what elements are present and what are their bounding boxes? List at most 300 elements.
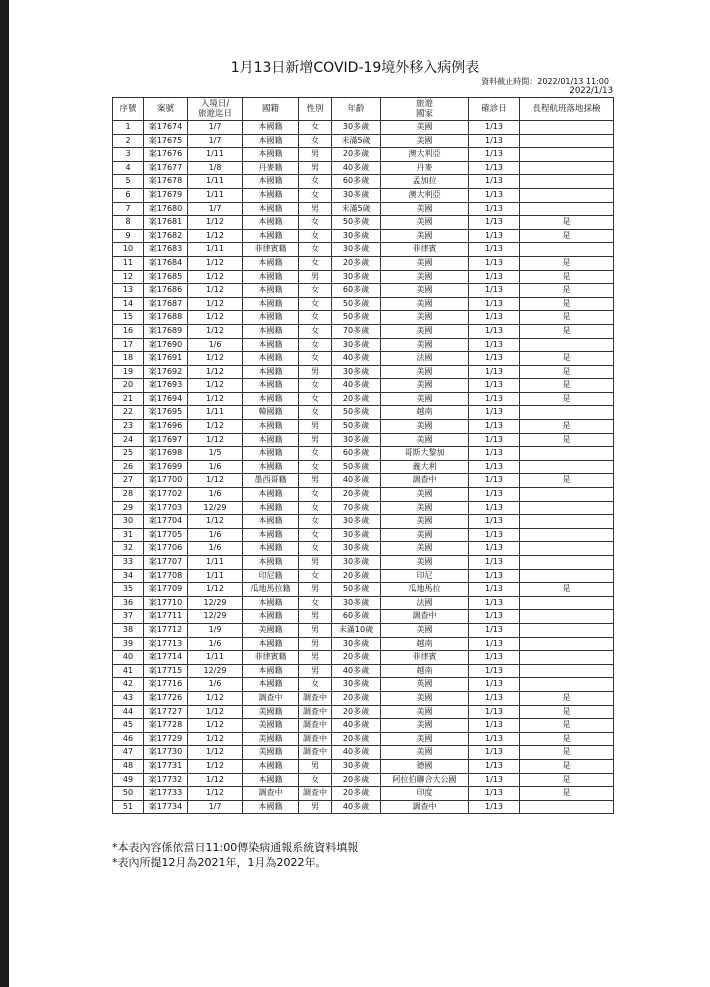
cell-case-no: 案17682 <box>144 229 188 243</box>
cell-serial: 46 <box>113 732 144 746</box>
cell-nationality: 本國籍 <box>243 175 299 189</box>
table-row <box>113 338 614 352</box>
cell-sex: 調查中 <box>299 719 332 733</box>
cell-nationality: 本國籍 <box>243 501 299 515</box>
col-header-travel-country: 旅遊 國家 <box>381 98 469 121</box>
cell-flight-test: 是 <box>520 324 614 338</box>
cell-age: 40多歲 <box>332 474 381 488</box>
cell-serial: 31 <box>113 528 144 542</box>
cell-confirm-date: 1/13 <box>469 732 520 746</box>
cell-sex: 女 <box>299 352 332 366</box>
cell-confirm-date: 1/13 <box>469 216 520 230</box>
cell-confirm-date: 1/13 <box>469 542 520 556</box>
cell-age: 50多歲 <box>332 297 381 311</box>
cell-flight-test <box>520 121 614 135</box>
cell-age: 30多歲 <box>332 365 381 379</box>
cell-age: 20多歲 <box>332 488 381 502</box>
cell-travel-country: 美國 <box>381 501 469 515</box>
cell-case-no: 案17706 <box>144 542 188 556</box>
cell-flight-test: 是 <box>520 270 614 284</box>
cell-entry-date: 1/11 <box>188 556 243 570</box>
cell-age: 20多歲 <box>332 256 381 270</box>
table-row <box>113 270 614 284</box>
cell-serial: 22 <box>113 406 144 420</box>
cell-case-no: 案17697 <box>144 433 188 447</box>
cell-age: 20多歲 <box>332 569 381 583</box>
cell-age: 60多歲 <box>332 175 381 189</box>
table-row <box>113 800 614 814</box>
cell-sex: 男 <box>299 270 332 284</box>
cell-flight-test: 是 <box>520 773 614 787</box>
cell-age: 30多歲 <box>332 243 381 257</box>
cell-entry-date: 1/12 <box>188 583 243 597</box>
cell-age: 30多歲 <box>332 596 381 610</box>
cell-travel-country: 美國 <box>381 719 469 733</box>
cell-flight-test <box>520 202 614 216</box>
cell-entry-date: 1/12 <box>188 691 243 705</box>
cell-travel-country: 美國 <box>381 297 469 311</box>
table-row <box>113 284 614 298</box>
cell-sex: 調查中 <box>299 732 332 746</box>
cell-nationality: 本國籍 <box>243 447 299 461</box>
table-row <box>113 773 614 787</box>
cell-nationality: 本國籍 <box>243 229 299 243</box>
cell-serial: 34 <box>113 569 144 583</box>
cell-case-no: 案17727 <box>144 705 188 719</box>
cell-confirm-date: 1/13 <box>469 637 520 651</box>
cell-entry-date: 1/12 <box>188 515 243 529</box>
table-row <box>113 202 614 216</box>
cell-flight-test: 是 <box>520 583 614 597</box>
cell-nationality: 韓國籍 <box>243 406 299 420</box>
table-row <box>113 243 614 257</box>
cell-confirm-date: 1/13 <box>469 759 520 773</box>
table-row <box>113 664 614 678</box>
cell-serial: 5 <box>113 175 144 189</box>
cell-entry-date: 1/12 <box>188 352 243 366</box>
cell-case-no: 案17700 <box>144 474 188 488</box>
cell-travel-country: 美國 <box>381 556 469 570</box>
table-row <box>113 678 614 692</box>
cell-nationality: 本國籍 <box>243 202 299 216</box>
cell-entry-date: 1/5 <box>188 447 243 461</box>
cell-age: 30多歲 <box>332 121 381 135</box>
cell-age: 30多歲 <box>332 229 381 243</box>
cell-age: 30多歲 <box>332 188 381 202</box>
cell-flight-test: 是 <box>520 732 614 746</box>
cell-age: 60多歲 <box>332 610 381 624</box>
cell-flight-test <box>520 188 614 202</box>
cell-case-no: 案17715 <box>144 664 188 678</box>
cell-confirm-date: 1/13 <box>469 488 520 502</box>
cell-sex: 女 <box>299 773 332 787</box>
cell-age: 30多歲 <box>332 637 381 651</box>
cell-age: 50多歲 <box>332 311 381 325</box>
cell-flight-test <box>520 447 614 461</box>
cell-serial: 19 <box>113 365 144 379</box>
cell-entry-date: 1/11 <box>188 188 243 202</box>
cell-confirm-date: 1/13 <box>469 447 520 461</box>
cell-nationality: 本國籍 <box>243 365 299 379</box>
cell-case-no: 案17734 <box>144 800 188 814</box>
table-row <box>113 651 614 665</box>
table-row <box>113 460 614 474</box>
cell-serial: 35 <box>113 583 144 597</box>
cell-sex: 女 <box>299 311 332 325</box>
cell-serial: 28 <box>113 488 144 502</box>
cell-confirm-date: 1/13 <box>469 610 520 624</box>
cell-sex: 男 <box>299 800 332 814</box>
cell-entry-date: 1/7 <box>188 800 243 814</box>
cell-entry-date: 1/11 <box>188 406 243 420</box>
cell-case-no: 案17730 <box>144 746 188 760</box>
cell-travel-country: 義大利 <box>381 460 469 474</box>
cell-serial: 43 <box>113 691 144 705</box>
table-row <box>113 229 614 243</box>
cell-nationality: 墨西哥籍 <box>243 474 299 488</box>
cell-entry-date: 1/12 <box>188 297 243 311</box>
cell-travel-country: 越南 <box>381 664 469 678</box>
cell-sex: 女 <box>299 569 332 583</box>
case-table <box>112 97 614 814</box>
cell-serial: 36 <box>113 596 144 610</box>
cell-nationality: 本國籍 <box>243 324 299 338</box>
cell-case-no: 案17685 <box>144 270 188 284</box>
cell-serial: 44 <box>113 705 144 719</box>
cell-flight-test: 是 <box>520 787 614 801</box>
cell-travel-country: 美國 <box>381 121 469 135</box>
cell-case-no: 案17678 <box>144 175 188 189</box>
cell-case-no: 案17694 <box>144 392 188 406</box>
footnotes <box>112 840 358 870</box>
table-row <box>113 392 614 406</box>
cell-case-no: 案17716 <box>144 678 188 692</box>
cell-sex: 調查中 <box>299 787 332 801</box>
cell-travel-country: 美國 <box>381 365 469 379</box>
cell-entry-date: 1/12 <box>188 270 243 284</box>
cell-age: 20多歲 <box>332 148 381 162</box>
cell-serial: 4 <box>113 161 144 175</box>
cell-age: 未滿5歲 <box>332 202 381 216</box>
cell-case-no: 案17709 <box>144 583 188 597</box>
cell-nationality: 本國籍 <box>243 664 299 678</box>
cell-travel-country: 澳大利亞 <box>381 188 469 202</box>
cell-sex: 男 <box>299 637 332 651</box>
cell-confirm-date: 1/13 <box>469 664 520 678</box>
cell-travel-country: 澳大利亞 <box>381 148 469 162</box>
cell-flight-test <box>520 243 614 257</box>
cell-travel-country: 越南 <box>381 637 469 651</box>
cell-age: 20多歲 <box>332 651 381 665</box>
cell-travel-country: 美國 <box>381 256 469 270</box>
cell-nationality: 本國籍 <box>243 488 299 502</box>
cell-flight-test: 是 <box>520 284 614 298</box>
cell-confirm-date: 1/13 <box>469 188 520 202</box>
cell-sex: 女 <box>299 447 332 461</box>
cell-flight-test <box>520 406 614 420</box>
cell-sex: 女 <box>299 528 332 542</box>
table-row <box>113 297 614 311</box>
cell-confirm-date: 1/13 <box>469 719 520 733</box>
cell-sex: 男 <box>299 202 332 216</box>
cell-serial: 11 <box>113 256 144 270</box>
cell-entry-date: 1/12 <box>188 773 243 787</box>
cell-confirm-date: 1/13 <box>469 338 520 352</box>
cell-travel-country: 菲律賓 <box>381 651 469 665</box>
cell-sex: 女 <box>299 488 332 502</box>
cell-nationality: 丹麥籍 <box>243 161 299 175</box>
cell-sex: 女 <box>299 542 332 556</box>
cell-serial: 6 <box>113 188 144 202</box>
cell-flight-test <box>520 678 614 692</box>
table-row <box>113 623 614 637</box>
cell-case-no: 案17687 <box>144 297 188 311</box>
cell-serial: 7 <box>113 202 144 216</box>
cell-sex: 女 <box>299 324 332 338</box>
cell-flight-test: 是 <box>520 705 614 719</box>
cell-sex: 女 <box>299 406 332 420</box>
cell-nationality: 本國籍 <box>243 433 299 447</box>
table-row <box>113 216 614 230</box>
table-header-row <box>113 98 614 121</box>
cell-nationality: 本國籍 <box>243 134 299 148</box>
cell-travel-country: 美國 <box>381 338 469 352</box>
cell-nationality: 本國籍 <box>243 678 299 692</box>
cell-case-no: 案17713 <box>144 637 188 651</box>
cell-travel-country: 美國 <box>381 705 469 719</box>
cell-serial: 8 <box>113 216 144 230</box>
cell-age: 20多歲 <box>332 691 381 705</box>
cell-confirm-date: 1/13 <box>469 121 520 135</box>
cell-nationality: 本國籍 <box>243 311 299 325</box>
cell-serial: 3 <box>113 148 144 162</box>
cell-entry-date: 1/12 <box>188 705 243 719</box>
cell-entry-date: 1/12 <box>188 420 243 434</box>
cell-sex: 調查中 <box>299 691 332 705</box>
cell-serial: 17 <box>113 338 144 352</box>
cell-travel-country: 印度 <box>381 787 469 801</box>
table-row <box>113 691 614 705</box>
cell-serial: 12 <box>113 270 144 284</box>
cell-nationality: 本國籍 <box>243 188 299 202</box>
col-header-case-no: 案號 <box>144 98 188 121</box>
cell-serial: 40 <box>113 651 144 665</box>
cell-entry-date: 1/12 <box>188 746 243 760</box>
cell-age: 70多歲 <box>332 501 381 515</box>
cell-entry-date: 1/12 <box>188 379 243 393</box>
cell-travel-country: 美國 <box>381 324 469 338</box>
cell-case-no: 案17692 <box>144 365 188 379</box>
cell-confirm-date: 1/13 <box>469 501 520 515</box>
cell-flight-test <box>520 610 614 624</box>
cell-travel-country: 德國 <box>381 759 469 773</box>
cell-entry-date: 1/11 <box>188 243 243 257</box>
cell-sex: 女 <box>299 121 332 135</box>
cell-travel-country: 美國 <box>381 311 469 325</box>
cell-travel-country: 哥斯大黎加 <box>381 447 469 461</box>
cell-confirm-date: 1/13 <box>469 270 520 284</box>
cell-confirm-date: 1/13 <box>469 556 520 570</box>
viewer-left-edge <box>0 0 9 987</box>
cell-flight-test: 是 <box>520 746 614 760</box>
table-row <box>113 256 614 270</box>
cell-entry-date: 1/11 <box>188 148 243 162</box>
cell-case-no: 案17707 <box>144 556 188 570</box>
cell-nationality: 本國籍 <box>243 216 299 230</box>
cell-age: 50多歲 <box>332 420 381 434</box>
cell-sex: 男 <box>299 651 332 665</box>
cell-travel-country: 丹麥 <box>381 161 469 175</box>
cell-entry-date: 1/9 <box>188 623 243 637</box>
table-row <box>113 406 614 420</box>
cell-nationality: 美國籍 <box>243 705 299 719</box>
cell-travel-country: 印尼 <box>381 569 469 583</box>
table-row <box>113 583 614 597</box>
cell-entry-date: 1/11 <box>188 569 243 583</box>
cell-entry-date: 1/6 <box>188 460 243 474</box>
cell-travel-country: 美國 <box>381 528 469 542</box>
cell-age: 40多歲 <box>332 746 381 760</box>
cell-age: 20多歲 <box>332 787 381 801</box>
cell-confirm-date: 1/13 <box>469 420 520 434</box>
cell-age: 未滿10歲 <box>332 623 381 637</box>
cell-flight-test <box>520 501 614 515</box>
cell-confirm-date: 1/13 <box>469 433 520 447</box>
cell-case-no: 案17728 <box>144 719 188 733</box>
cell-flight-test: 是 <box>520 311 614 325</box>
cell-entry-date: 12/29 <box>188 664 243 678</box>
col-header-serial: 序號 <box>113 98 144 121</box>
cell-nationality: 美國籍 <box>243 719 299 733</box>
cell-travel-country: 美國 <box>381 732 469 746</box>
cell-travel-country: 美國 <box>381 433 469 447</box>
cell-serial: 51 <box>113 800 144 814</box>
cell-case-no: 案17691 <box>144 352 188 366</box>
cell-sex: 女 <box>299 297 332 311</box>
cell-case-no: 案17711 <box>144 610 188 624</box>
cell-case-no: 案17731 <box>144 759 188 773</box>
cell-flight-test <box>520 460 614 474</box>
cell-entry-date: 1/7 <box>188 121 243 135</box>
cell-entry-date: 1/12 <box>188 732 243 746</box>
cell-travel-country: 美國 <box>381 134 469 148</box>
footnote-line: *本表內容係依當日11:00傳染病通報系統資料填報 <box>112 841 359 854</box>
cell-confirm-date: 1/13 <box>469 352 520 366</box>
cell-confirm-date: 1/13 <box>469 202 520 216</box>
cell-flight-test <box>520 800 614 814</box>
cell-case-no: 案17695 <box>144 406 188 420</box>
cell-nationality: 本國籍 <box>243 460 299 474</box>
cell-serial: 37 <box>113 610 144 624</box>
cell-case-no: 案17710 <box>144 596 188 610</box>
cell-case-no: 案17690 <box>144 338 188 352</box>
cell-entry-date: 1/12 <box>188 474 243 488</box>
table-row <box>113 161 614 175</box>
cell-age: 20多歲 <box>332 773 381 787</box>
cell-serial: 39 <box>113 637 144 651</box>
table-row <box>113 175 614 189</box>
cell-travel-country: 美國 <box>381 746 469 760</box>
cell-entry-date: 1/12 <box>188 256 243 270</box>
cell-travel-country: 孟加拉 <box>381 175 469 189</box>
cell-sex: 調查中 <box>299 705 332 719</box>
cell-entry-date: 1/6 <box>188 488 243 502</box>
cell-entry-date: 1/12 <box>188 284 243 298</box>
cell-confirm-date: 1/13 <box>469 705 520 719</box>
cell-flight-test: 是 <box>520 420 614 434</box>
cell-entry-date: 1/12 <box>188 392 243 406</box>
cell-confirm-date: 1/13 <box>469 406 520 420</box>
cell-age: 30多歲 <box>332 515 381 529</box>
cell-age: 30多歲 <box>332 759 381 773</box>
cell-travel-country: 美國 <box>381 392 469 406</box>
cell-flight-test: 是 <box>520 691 614 705</box>
cell-entry-date: 1/11 <box>188 175 243 189</box>
cell-entry-date: 1/12 <box>188 324 243 338</box>
table-row <box>113 637 614 651</box>
cell-case-no: 案17683 <box>144 243 188 257</box>
cell-entry-date: 1/12 <box>188 311 243 325</box>
cell-flight-test <box>520 488 614 502</box>
cell-nationality: 本國籍 <box>243 773 299 787</box>
cell-serial: 24 <box>113 433 144 447</box>
cell-sex: 男 <box>299 623 332 637</box>
cell-serial: 10 <box>113 243 144 257</box>
cell-confirm-date: 1/13 <box>469 284 520 298</box>
cell-nationality: 本國籍 <box>243 420 299 434</box>
cell-case-no: 案17689 <box>144 324 188 338</box>
cell-serial: 20 <box>113 379 144 393</box>
cell-flight-test: 是 <box>520 392 614 406</box>
cell-case-no: 案17732 <box>144 773 188 787</box>
cell-nationality: 印尼籍 <box>243 569 299 583</box>
cell-serial: 21 <box>113 392 144 406</box>
cell-flight-test: 是 <box>520 229 614 243</box>
cell-case-no: 案17679 <box>144 188 188 202</box>
cell-flight-test: 是 <box>520 352 614 366</box>
cell-nationality: 本國籍 <box>243 528 299 542</box>
cell-sex: 女 <box>299 229 332 243</box>
cell-entry-date: 12/29 <box>188 610 243 624</box>
cell-travel-country: 美國 <box>381 542 469 556</box>
cell-nationality: 本國籍 <box>243 121 299 135</box>
cell-serial: 48 <box>113 759 144 773</box>
cell-flight-test: 是 <box>520 256 614 270</box>
table-row <box>113 746 614 760</box>
table-row <box>113 311 614 325</box>
cell-nationality: 本國籍 <box>243 556 299 570</box>
cell-entry-date: 1/7 <box>188 202 243 216</box>
cell-flight-test: 是 <box>520 297 614 311</box>
cell-flight-test <box>520 148 614 162</box>
cell-sex: 男 <box>299 420 332 434</box>
cell-serial: 29 <box>113 501 144 515</box>
cell-nationality: 本國籍 <box>243 148 299 162</box>
cell-flight-test <box>520 134 614 148</box>
cell-age: 50多歲 <box>332 406 381 420</box>
cell-serial: 45 <box>113 719 144 733</box>
cell-travel-country: 美國 <box>381 202 469 216</box>
report-date: 2022/1/13 <box>569 86 613 96</box>
cell-nationality: 本國籍 <box>243 515 299 529</box>
cell-age: 30多歲 <box>332 270 381 284</box>
cell-age: 60多歲 <box>332 284 381 298</box>
cell-confirm-date: 1/13 <box>469 800 520 814</box>
cell-serial: 32 <box>113 542 144 556</box>
cell-flight-test: 是 <box>520 365 614 379</box>
cell-sex: 女 <box>299 243 332 257</box>
cell-confirm-date: 1/13 <box>469 256 520 270</box>
